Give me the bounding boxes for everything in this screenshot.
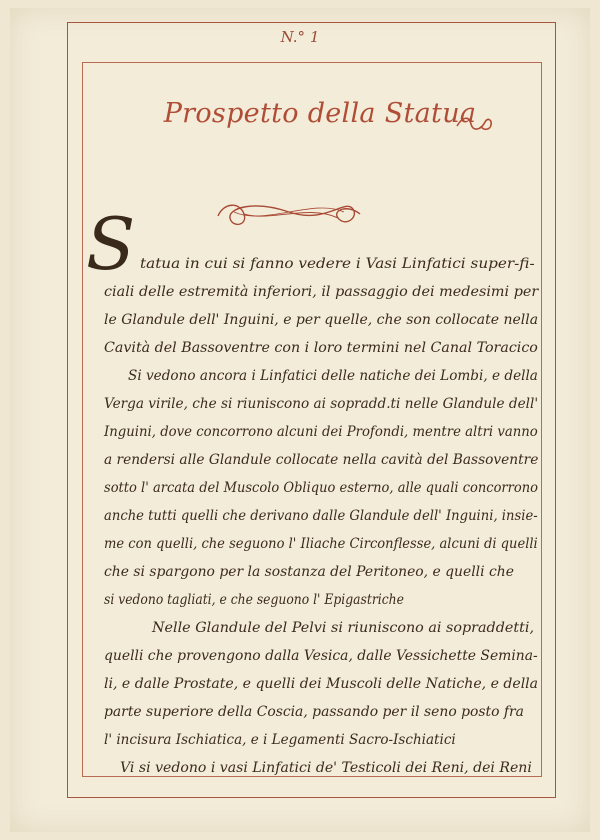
drop-cap: S [86, 202, 136, 286]
inner-frame-border [82, 62, 542, 777]
ornamental-flourish-icon [214, 196, 364, 230]
body-text-line: si vedono tagliati, e che seguono l' Epigastriche [104, 592, 404, 608]
body-text-line: quelli che provengono dalla Vesica, dalle Vessichette Semina- [104, 648, 538, 664]
body-text-line: parte superiore della Coscia, passando per il seno posto fra [104, 704, 524, 720]
body-text-line: me con quelli, che seguono l' Iliache Circonflesse, alcuni di quelli [104, 536, 538, 552]
body-text-line: Cavità del Bassoventre con i loro termini nel Canal Toracico [104, 340, 538, 356]
body-text-line: li, e dalle Prostate, e quelli dei Muscoli delle Natiche, e della [104, 676, 539, 692]
body-text-line: Nelle Glandule del Pelvi si riuniscono ai sopraddetti, [152, 620, 535, 636]
body-text-line: che si spargono per la sostanza del Peritoneo, e quelli che [104, 564, 514, 580]
body-text-line: Inguini, dove concorrono alcuni dei Profondi, mentre altri vanno [104, 424, 538, 440]
body-text-line: l' incisura Ischiatica, e i Legamenti Sacro-Ischiatici [104, 732, 456, 748]
body-text-line: ciali delle estremità inferiori, il passaggio dei medesimi per [104, 284, 539, 300]
body-text-line: a rendersi alle Glandule collocate nella cavità del Bassoventre [104, 452, 539, 468]
body-text-line: tatua in cui si fanno vedere i Vasi Linfatici super-fi- [140, 256, 535, 272]
title-flourish-icon [455, 112, 495, 136]
body-text-line: le Glandule dell' Inguini, e per quelle, che son collocate nella [104, 312, 539, 328]
body-text-line: Vi si vedono i vasi Linfatici de' Testicoli dei Reni, dei Reni [120, 760, 532, 776]
body-text-line: Verga virile, che si riuniscono ai sopradd.ti nelle Glandule dell' [104, 396, 539, 412]
body-text-line: anche tutti quelli che derivano dalle Glandule dell' Inguini, insie- [104, 508, 538, 524]
page-number: N.° 1 [280, 28, 320, 46]
body-text-line: Si vedono ancora i Linfatici delle natiche dei Lombi, e della [128, 368, 538, 384]
body-text-line: sotto l' arcata del Muscolo Obliquo esterno, alle quali concorrono [104, 480, 539, 496]
page-title: Prospetto della Statua [163, 98, 477, 129]
